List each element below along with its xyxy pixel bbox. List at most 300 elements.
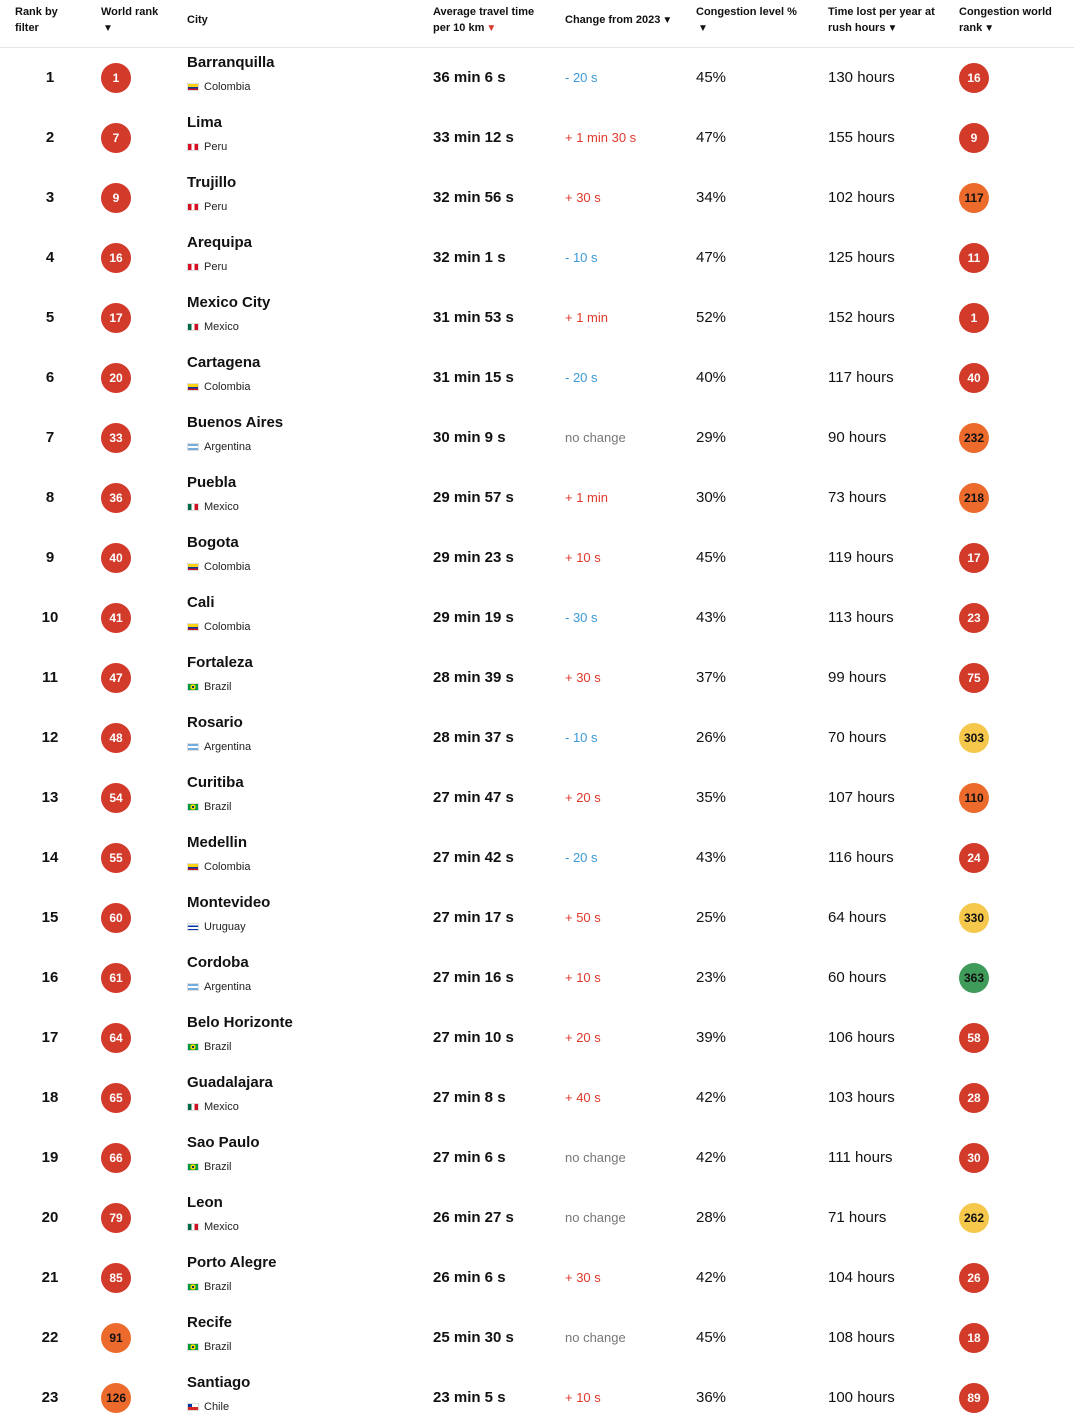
city-cell — [187, 1254, 276, 1294]
congestion-world-rank-badge: 303 — [959, 723, 989, 753]
country-name: Peru — [204, 201, 228, 213]
world-rank-badge: 33 — [101, 423, 131, 453]
country — [187, 500, 239, 514]
sort-arrow-icon: ▼ — [984, 23, 995, 34]
table-row[interactable] — [0, 1248, 1082, 1308]
country — [187, 1340, 232, 1354]
city-name[interactable]: Leon — [187, 1194, 223, 1211]
city-name[interactable]: Montevideo — [187, 894, 271, 911]
congestion-level: 26% — [696, 729, 727, 746]
time-lost: 107 hours — [828, 789, 895, 806]
congestion-world-rank-badge: 28 — [959, 1083, 989, 1113]
city-cell — [187, 1134, 260, 1174]
world-rank-badge: 9 — [101, 183, 131, 213]
rank-by-filter: 2 — [45, 129, 55, 146]
flag-icon — [187, 623, 199, 631]
country — [187, 680, 253, 694]
congestion-world-rank-badge: 16 — [959, 63, 989, 93]
world-rank-badge: 66 — [101, 1143, 131, 1173]
country — [187, 740, 251, 754]
rank-by-filter: 12 — [41, 729, 59, 746]
avg-travel-time: 29 min 19 s — [433, 609, 514, 626]
avg-travel-time: 27 min 47 s — [433, 789, 514, 806]
city-cell — [187, 1194, 239, 1234]
sort-arrow-icon: ▼ — [103, 23, 113, 34]
country-name: Brazil — [204, 1341, 232, 1353]
flag-icon — [187, 323, 199, 331]
city-cell — [187, 294, 270, 334]
country-name: Brazil — [204, 1041, 232, 1053]
table-body — [0, 48, 1082, 1424]
congestion-world-rank-badge: 11 — [959, 243, 989, 273]
country-name: Peru — [204, 261, 228, 273]
city-name[interactable]: Trujillo — [187, 174, 237, 191]
sort-arrow-icon: ▼ — [662, 15, 673, 26]
avg-travel-time: 23 min 5 s — [433, 1389, 506, 1406]
city-cell — [187, 594, 250, 634]
congestion-world-rank-badge: 75 — [959, 663, 989, 693]
rank-by-filter: 4 — [45, 249, 55, 266]
header-city[interactable]: City — [187, 14, 208, 26]
flag-icon — [187, 923, 199, 931]
change-from-2023: - 20 s — [565, 70, 598, 85]
country-name: Mexico — [204, 501, 239, 513]
city-name[interactable]: Medellin — [187, 834, 248, 851]
congestion-level: 36% — [696, 1389, 727, 1406]
country — [187, 1220, 239, 1234]
header-avg-travel-time[interactable]: Average travel time per 10 km ▼ — [433, 4, 558, 37]
change-from-2023: + 1 min — [565, 310, 608, 325]
flag-icon — [187, 1403, 199, 1411]
country-name: Colombia — [204, 381, 251, 393]
change-from-2023: no change — [565, 430, 626, 445]
time-lost: 70 hours — [828, 729, 887, 746]
world-rank-badge: 17 — [101, 303, 131, 333]
change-from-2023: no change — [565, 1210, 626, 1225]
congestion-level: 47% — [696, 249, 727, 266]
city-cell — [187, 1374, 250, 1414]
congestion-world-rank-badge: 9 — [959, 123, 989, 153]
city-cell — [187, 174, 236, 214]
rank-by-filter: 23 — [41, 1389, 59, 1406]
congestion-level: 42% — [696, 1149, 727, 1166]
country — [187, 560, 250, 574]
world-rank-badge: 1 — [101, 63, 131, 93]
time-lost: 100 hours — [828, 1389, 895, 1406]
world-rank-badge: 85 — [101, 1263, 131, 1293]
world-rank-badge: 7 — [101, 123, 131, 153]
avg-travel-time: 25 min 30 s — [433, 1329, 514, 1346]
congestion-world-rank-badge: 363 — [959, 963, 989, 993]
flag-icon — [187, 1343, 199, 1351]
congestion-world-rank-badge: 26 — [959, 1263, 989, 1293]
table-row[interactable] — [0, 1128, 1082, 1188]
city-name[interactable]: Barranquilla — [187, 54, 275, 71]
congestion-level: 43% — [696, 849, 727, 866]
avg-travel-time: 32 min 56 s — [433, 189, 514, 206]
city-cell — [187, 894, 270, 934]
congestion-level: 42% — [696, 1089, 727, 1106]
city-name[interactable]: Cordoba — [187, 954, 249, 971]
congestion-world-rank-badge: 58 — [959, 1023, 989, 1053]
country — [187, 200, 236, 214]
congestion-world-rank-badge: 24 — [959, 843, 989, 873]
change-from-2023: + 20 s — [565, 1030, 601, 1045]
header-rank-by-filter[interactable]: Rank by filter — [15, 6, 58, 34]
change-from-2023: no change — [565, 1150, 626, 1165]
city-cell — [187, 354, 260, 394]
sort-arrow-active-icon: ▼ — [486, 23, 497, 34]
world-rank-badge: 36 — [101, 483, 131, 513]
country — [187, 980, 251, 994]
rank-by-filter: 14 — [41, 849, 59, 866]
congestion-level: 47% — [696, 129, 727, 146]
city-name[interactable]: Buenos Aires — [187, 414, 284, 431]
avg-travel-time: 27 min 42 s — [433, 849, 514, 866]
change-from-2023: + 10 s — [565, 970, 601, 985]
change-from-2023: no change — [565, 1330, 626, 1345]
table-row[interactable] — [0, 168, 1082, 228]
rank-by-filter: 18 — [41, 1089, 59, 1106]
avg-travel-time: 32 min 1 s — [433, 249, 506, 266]
time-lost: 117 hours — [828, 369, 894, 386]
country — [187, 800, 244, 814]
avg-travel-time: 36 min 6 s — [433, 69, 506, 86]
country-name: Brazil — [204, 801, 232, 813]
header-change[interactable]: Change from 2023 ▼ — [565, 12, 672, 29]
flag-icon — [187, 1103, 199, 1111]
congestion-level: 34% — [696, 189, 727, 206]
change-from-2023: + 20 s — [565, 790, 601, 805]
table-row[interactable] — [0, 768, 1082, 828]
country — [187, 620, 250, 634]
country-name: Argentina — [204, 741, 252, 753]
rank-by-filter: 17 — [41, 1029, 59, 1046]
header-world-rank[interactable]: World rank ▼ — [101, 4, 181, 37]
table-row[interactable] — [0, 1008, 1082, 1068]
flag-icon — [187, 263, 199, 271]
table-row[interactable] — [0, 1188, 1082, 1248]
congestion-level: 40% — [696, 369, 727, 386]
city-name[interactable]: Rosario — [187, 714, 243, 731]
time-lost: 60 hours — [828, 969, 887, 986]
change-from-2023: + 30 s — [565, 190, 601, 205]
time-lost: 104 hours — [828, 1269, 895, 1286]
table-row[interactable] — [0, 1068, 1082, 1128]
congestion-world-rank-badge: 17 — [959, 543, 989, 573]
flag-icon — [187, 83, 199, 91]
country — [187, 1040, 293, 1054]
rank-by-filter: 1 — [45, 69, 55, 86]
flag-icon — [187, 1043, 199, 1051]
table-row[interactable] — [0, 288, 1082, 348]
city-name[interactable]: Cartagena — [187, 354, 261, 371]
avg-travel-time: 31 min 53 s — [433, 309, 514, 326]
country — [187, 1100, 273, 1114]
country — [187, 1400, 250, 1414]
header-congestion-level[interactable]: Congestion level % ▼ — [696, 4, 821, 37]
table-row[interactable] — [0, 468, 1082, 528]
table-row[interactable] — [0, 948, 1082, 1008]
world-rank-badge: 91 — [101, 1323, 131, 1353]
header-time-lost[interactable]: Time lost per year at rush hours ▼ — [828, 4, 953, 37]
country-name: Mexico — [204, 1101, 239, 1113]
country — [187, 320, 270, 334]
avg-travel-time: 27 min 17 s — [433, 909, 514, 926]
city-name[interactable]: Fortaleza — [187, 654, 253, 671]
congestion-world-rank-badge: 89 — [959, 1383, 989, 1413]
world-rank-badge: 40 — [101, 543, 131, 573]
table-row[interactable] — [0, 888, 1082, 948]
congestion-world-rank-badge: 330 — [959, 903, 989, 933]
city-name[interactable]: Belo Horizonte — [187, 1014, 293, 1031]
time-lost: 90 hours — [828, 429, 887, 446]
country-name: Colombia — [204, 81, 251, 93]
time-lost: 71 hours — [828, 1209, 887, 1226]
country-name: Peru — [204, 141, 228, 153]
flag-icon — [187, 983, 199, 991]
congestion-world-rank-badge: 23 — [959, 603, 989, 633]
rank-by-filter: 10 — [41, 609, 59, 626]
city-name[interactable]: Bogota — [187, 534, 239, 551]
rank-by-filter: 13 — [41, 789, 59, 806]
avg-travel-time: 26 min 6 s — [433, 1269, 506, 1286]
change-from-2023: + 1 min — [565, 490, 608, 505]
country-name: Brazil — [204, 1281, 232, 1293]
world-rank-badge: 16 — [101, 243, 131, 273]
change-from-2023: + 10 s — [565, 550, 601, 565]
congestion-level: 45% — [696, 69, 727, 86]
congestion-world-rank-badge: 40 — [959, 363, 989, 393]
congestion-level: 25% — [696, 909, 727, 926]
table-row[interactable] — [0, 1308, 1082, 1368]
city-name[interactable]: Mexico City — [187, 294, 271, 311]
avg-travel-time: 28 min 39 s — [433, 669, 514, 686]
congestion-world-rank-badge: 110 — [959, 783, 989, 813]
country-name: Brazil — [204, 681, 232, 693]
rank-by-filter: 6 — [45, 369, 55, 386]
avg-travel-time: 27 min 8 s — [433, 1089, 506, 1106]
time-lost: 73 hours — [828, 489, 887, 506]
change-from-2023: - 20 s — [565, 370, 598, 385]
time-lost: 102 hours — [828, 189, 895, 206]
country — [187, 260, 252, 274]
country-name: Uruguay — [204, 921, 246, 933]
flag-icon — [187, 503, 199, 511]
table-row[interactable] — [0, 108, 1082, 168]
flag-icon — [187, 203, 199, 211]
world-rank-badge: 64 — [101, 1023, 131, 1053]
city-name[interactable]: Curitiba — [187, 774, 244, 791]
rank-by-filter: 9 — [45, 549, 55, 566]
city-cell — [187, 534, 250, 574]
time-lost: 119 hours — [828, 549, 894, 566]
city-name[interactable]: Recife — [187, 1314, 233, 1331]
change-from-2023: - 10 s — [565, 250, 598, 265]
avg-travel-time: 30 min 9 s — [433, 429, 506, 446]
flag-icon — [187, 743, 199, 751]
flag-icon — [187, 1283, 199, 1291]
change-from-2023: + 30 s — [565, 1270, 601, 1285]
country-name: Brazil — [204, 1161, 232, 1173]
flag-icon — [187, 863, 199, 871]
congestion-level: 37% — [696, 669, 727, 686]
city-cell — [187, 954, 251, 994]
avg-travel-time: 31 min 15 s — [433, 369, 514, 386]
avg-travel-time: 33 min 12 s — [433, 129, 514, 146]
world-rank-badge: 55 — [101, 843, 131, 873]
change-from-2023: + 10 s — [565, 1390, 601, 1405]
table-row[interactable] — [0, 828, 1082, 888]
country-name: Mexico — [204, 321, 239, 333]
change-from-2023: - 20 s — [565, 850, 598, 865]
congestion-level: 28% — [696, 1209, 727, 1226]
congestion-level: 42% — [696, 1269, 727, 1286]
time-lost: 113 hours — [828, 609, 894, 626]
congestion-world-rank-badge: 117 — [959, 183, 989, 213]
world-rank-badge: 60 — [101, 903, 131, 933]
country-name: Colombia — [204, 861, 251, 873]
table-header — [0, 0, 1074, 48]
rank-by-filter: 19 — [41, 1149, 59, 1166]
flag-icon — [187, 143, 199, 151]
city-cell — [187, 654, 253, 694]
city-name[interactable]: Guadalajara — [187, 1074, 273, 1091]
time-lost: 106 hours — [828, 1029, 895, 1046]
congestion-level: 43% — [696, 609, 727, 626]
avg-travel-time: 29 min 23 s — [433, 549, 514, 566]
world-rank-badge: 61 — [101, 963, 131, 993]
time-lost: 152 hours — [828, 309, 895, 326]
change-from-2023: + 1 min 30 s — [565, 130, 637, 145]
country-name: Mexico — [204, 1221, 239, 1233]
city-cell — [187, 1074, 273, 1114]
table-row[interactable] — [0, 588, 1082, 648]
city-cell — [187, 54, 275, 94]
table-row[interactable] — [0, 408, 1082, 468]
city-cell — [187, 714, 251, 754]
world-rank-badge: 47 — [101, 663, 131, 693]
country — [187, 380, 260, 394]
city-name[interactable]: Santiago — [187, 1374, 251, 1391]
country-name: Argentina — [204, 441, 252, 453]
table-row[interactable] — [0, 648, 1082, 708]
country — [187, 1280, 276, 1294]
table-row[interactable] — [0, 228, 1082, 288]
congestion-level: 39% — [696, 1029, 727, 1046]
table-row[interactable] — [0, 1368, 1082, 1424]
table-row[interactable] — [0, 528, 1082, 588]
city-name[interactable]: Porto Alegre — [187, 1254, 277, 1271]
change-from-2023: - 30 s — [565, 610, 598, 625]
city-cell — [187, 1314, 232, 1354]
rank-by-filter: 21 — [41, 1269, 59, 1286]
table-row[interactable] — [0, 708, 1082, 768]
city-cell — [187, 834, 250, 874]
flag-icon — [187, 1163, 199, 1171]
city-name[interactable]: Puebla — [187, 474, 237, 491]
congestion-world-rank-badge: 232 — [959, 423, 989, 453]
rank-by-filter: 7 — [45, 429, 55, 446]
rank-by-filter: 20 — [41, 1209, 59, 1226]
avg-travel-time: 29 min 57 s — [433, 489, 514, 506]
country — [187, 80, 275, 94]
congestion-level: 52% — [696, 309, 727, 326]
avg-travel-time: 26 min 27 s — [433, 1209, 514, 1226]
time-lost: 103 hours — [828, 1089, 895, 1106]
world-rank-badge: 41 — [101, 603, 131, 633]
country — [187, 860, 250, 874]
table-row[interactable] — [0, 348, 1082, 408]
time-lost: 108 hours — [828, 1329, 895, 1346]
country-name: Colombia — [204, 561, 251, 573]
change-from-2023: + 30 s — [565, 670, 601, 685]
header-congestion-world-rank[interactable]: Congestion world rank ▼ — [959, 4, 1074, 37]
city-cell — [187, 114, 227, 154]
world-rank-badge: 48 — [101, 723, 131, 753]
rank-by-filter: 15 — [41, 909, 59, 926]
city-name[interactable]: Cali — [187, 594, 215, 611]
flag-icon — [187, 803, 199, 811]
avg-travel-time: 27 min 6 s — [433, 1149, 506, 1166]
time-lost: 111 hours — [828, 1149, 893, 1166]
world-rank-badge: 20 — [101, 363, 131, 393]
country — [187, 440, 283, 454]
time-lost: 130 hours — [828, 69, 895, 86]
city-name[interactable]: Arequipa — [187, 234, 253, 251]
change-from-2023: + 40 s — [565, 1090, 601, 1105]
city-cell — [187, 234, 252, 274]
country-name: Chile — [204, 1401, 230, 1413]
congestion-level: 29% — [696, 429, 727, 446]
time-lost: 99 hours — [828, 669, 887, 686]
congestion-world-rank-badge: 262 — [959, 1203, 989, 1233]
flag-icon — [187, 383, 199, 391]
world-rank-badge: 79 — [101, 1203, 131, 1233]
table-row[interactable] — [0, 48, 1082, 108]
city-cell — [187, 1014, 293, 1054]
city-name[interactable]: Lima — [187, 114, 223, 131]
rank-by-filter: 8 — [45, 489, 55, 506]
flag-icon — [187, 1223, 199, 1231]
rank-by-filter: 11 — [42, 669, 58, 686]
city-name[interactable]: Sao Paulo — [187, 1134, 260, 1151]
congestion-world-rank-badge: 218 — [959, 483, 989, 513]
rank-by-filter: 5 — [45, 309, 55, 326]
rank-by-filter: 16 — [41, 969, 59, 986]
country-name: Colombia — [204, 621, 251, 633]
rank-by-filter: 3 — [45, 189, 55, 206]
congestion-level: 45% — [696, 549, 727, 566]
flag-icon — [187, 563, 199, 571]
time-lost: 125 hours — [828, 249, 895, 266]
flag-icon — [187, 683, 199, 691]
congestion-world-rank-badge: 30 — [959, 1143, 989, 1173]
change-from-2023: + 50 s — [565, 910, 601, 925]
avg-travel-time: 28 min 37 s — [433, 729, 514, 746]
city-cell — [187, 414, 283, 454]
sort-arrow-icon: ▼ — [887, 23, 898, 34]
congestion-world-rank-badge: 1 — [959, 303, 989, 333]
time-lost: 155 hours — [828, 129, 895, 146]
congestion-level: 35% — [696, 789, 727, 806]
country-name: Argentina — [204, 981, 252, 993]
congestion-level: 45% — [696, 1329, 727, 1346]
flag-icon — [187, 443, 199, 451]
time-lost: 116 hours — [828, 849, 894, 866]
congestion-world-rank-badge: 18 — [959, 1323, 989, 1353]
world-rank-badge: 54 — [101, 783, 131, 813]
